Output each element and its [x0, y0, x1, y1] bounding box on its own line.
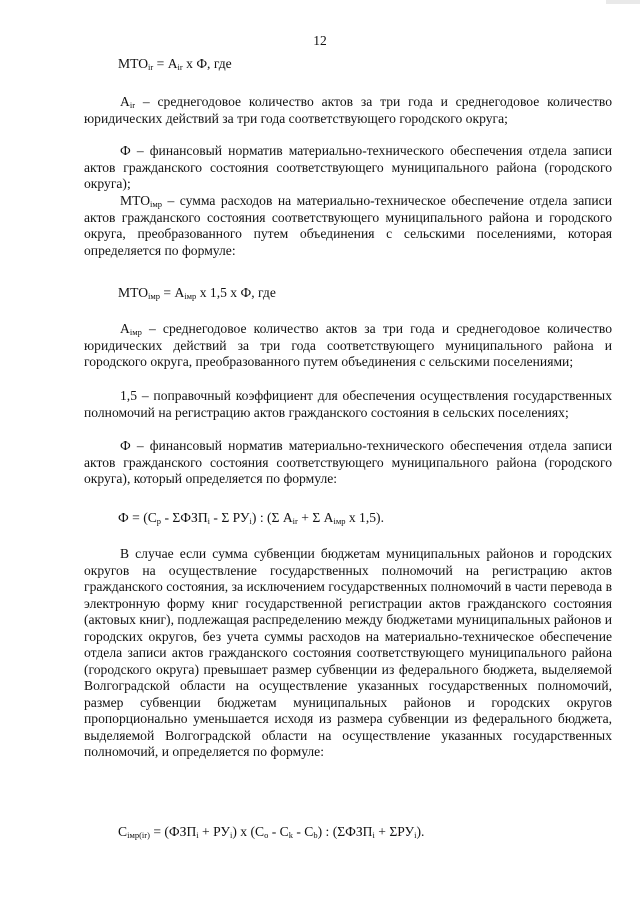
formula-subscript: р [156, 516, 162, 526]
formula-subscript: iмр(ir) [127, 830, 150, 840]
definition-a-imr [84, 321, 612, 371]
definition-f-normative: Ф – финансовый норматив материально-технического обеспечения отдела записи актов гражданского состояния соответствующего муниципального района (городского округа), который определяется по формуле: [84, 438, 612, 486]
formula-subscript: k [288, 830, 293, 840]
formula-text: - Σ РУ [210, 510, 250, 525]
formula-text: МТО [118, 56, 149, 71]
formula-mto-imr [118, 285, 276, 301]
symbol-subscript: iмр [129, 327, 142, 337]
formula-text: = А [153, 56, 178, 71]
formula-subscript: ir [148, 62, 154, 72]
formula-text: ). [416, 824, 425, 839]
formula-subscript: i [372, 830, 375, 840]
formula-subscript: iмр [333, 516, 346, 526]
scan-edge-mark [606, 0, 640, 4]
formula-text: ) x (С [232, 824, 265, 839]
formula-text: МТО [118, 285, 149, 300]
symbol: А [120, 321, 130, 336]
formula-subscript: iмр [184, 291, 197, 301]
formula-subscript: b [313, 830, 318, 840]
formula-text: Ф = (С [118, 510, 157, 525]
formula-text: - С [268, 824, 289, 839]
formula-text: + РУ [198, 824, 230, 839]
formula-subscript: ir [177, 62, 183, 72]
definition-coefficient: 1,5 – поправочный коэффициент для обеспечения осуществления государственных полномочий на регистрацию актов гражданского состояния в сельских поселениях; [84, 388, 612, 420]
formula-subscript: i [207, 516, 211, 526]
definition-a-ir [84, 94, 612, 127]
symbol-subscript: iмр [150, 199, 163, 209]
formula-text: - С [292, 824, 314, 839]
formula-text: + ΣРУ [374, 824, 415, 839]
formula-text: = А [160, 285, 185, 300]
formula-text: = (ФЗП [149, 824, 197, 839]
formula-text: x 1,5). [345, 510, 384, 525]
symbol: МТО [120, 193, 151, 208]
formula-subscript: i [249, 516, 252, 526]
formula-text: ) : (ΣФЗП [317, 824, 373, 839]
definition-text: – среднегодовое количество актов за три года и среднегодовое количество юридических действий за три года соответствующего городского округа; [84, 94, 612, 126]
formula-subscript: i [196, 830, 199, 840]
page-number: 12 [313, 33, 327, 48]
definition-text: – сумма расходов на материально-техническое обеспечение отдела записи актов гражданского состояния соответствующего муниципального района и городского округа, преобразованного путем объединения с сельскими поселениями, которая определяется по формуле: [84, 193, 612, 258]
symbol: А [120, 94, 130, 109]
definition-f: Ф – финансовый норматив материально-технического обеспечения отдела записи актов гражданского состояния соответствующего муниципального района (городского округа); [84, 143, 612, 191]
formula-subscript: o [264, 830, 269, 840]
formula-subscript: iмр [148, 291, 161, 301]
formula-text: x Ф, где [182, 56, 232, 71]
formula-f [118, 510, 384, 526]
definition-mto-imr [84, 193, 612, 259]
definition-text: – среднегодовое количество актов за три года и среднегодовое количество юридических действий за три года соответствующего муниципального района и городского округа, преобразованного путем объединения с сельскими поселениями; [84, 321, 612, 369]
formula-text: С [118, 824, 128, 839]
formula-subscript: i [229, 830, 233, 840]
formula-text: - ΣФЗП [161, 510, 208, 525]
symbol-subscript: ir [129, 100, 136, 110]
formula-subvention [118, 824, 424, 840]
formula-subscript: ir [292, 516, 298, 526]
formula-mto-ir [118, 56, 232, 72]
formula-subscript: i [414, 830, 417, 840]
subvention-paragraph: В случае если сумма субвенции бюджетам муниципальных районов и городских округов на осуществление государственных полномочий на регистрацию актов гражданского состояния, за исключением государственных полномочий в части перевода в электронную форму книг государственной регистрации актов гражданского состояния (актовых книг), подлежащая распределению между бюджетами муниципальных районов и городских округов, без учета суммы расходов на материально-техническое обеспечение отдела записи актов гражданского состояния соответствующего муниципального района (городского округа) превышает размер субвенции из федерального бюджета, выделяемой Волгоградской области на осуществление указанных государственных полномочий, размер субвенции бюджетам муниципальных районов и городских округов пропорционально уменьшается исходя из размера субвенции из федерального бюджета, выделяемой Волгоградской области на осуществление указанных государственных полномочий, и определяется по формуле: [84, 546, 612, 759]
formula-text: ) : (Σ А [251, 510, 293, 525]
formula-text: x 1,5 x Ф, где [196, 285, 276, 300]
formula-text: + Σ А [297, 510, 334, 525]
